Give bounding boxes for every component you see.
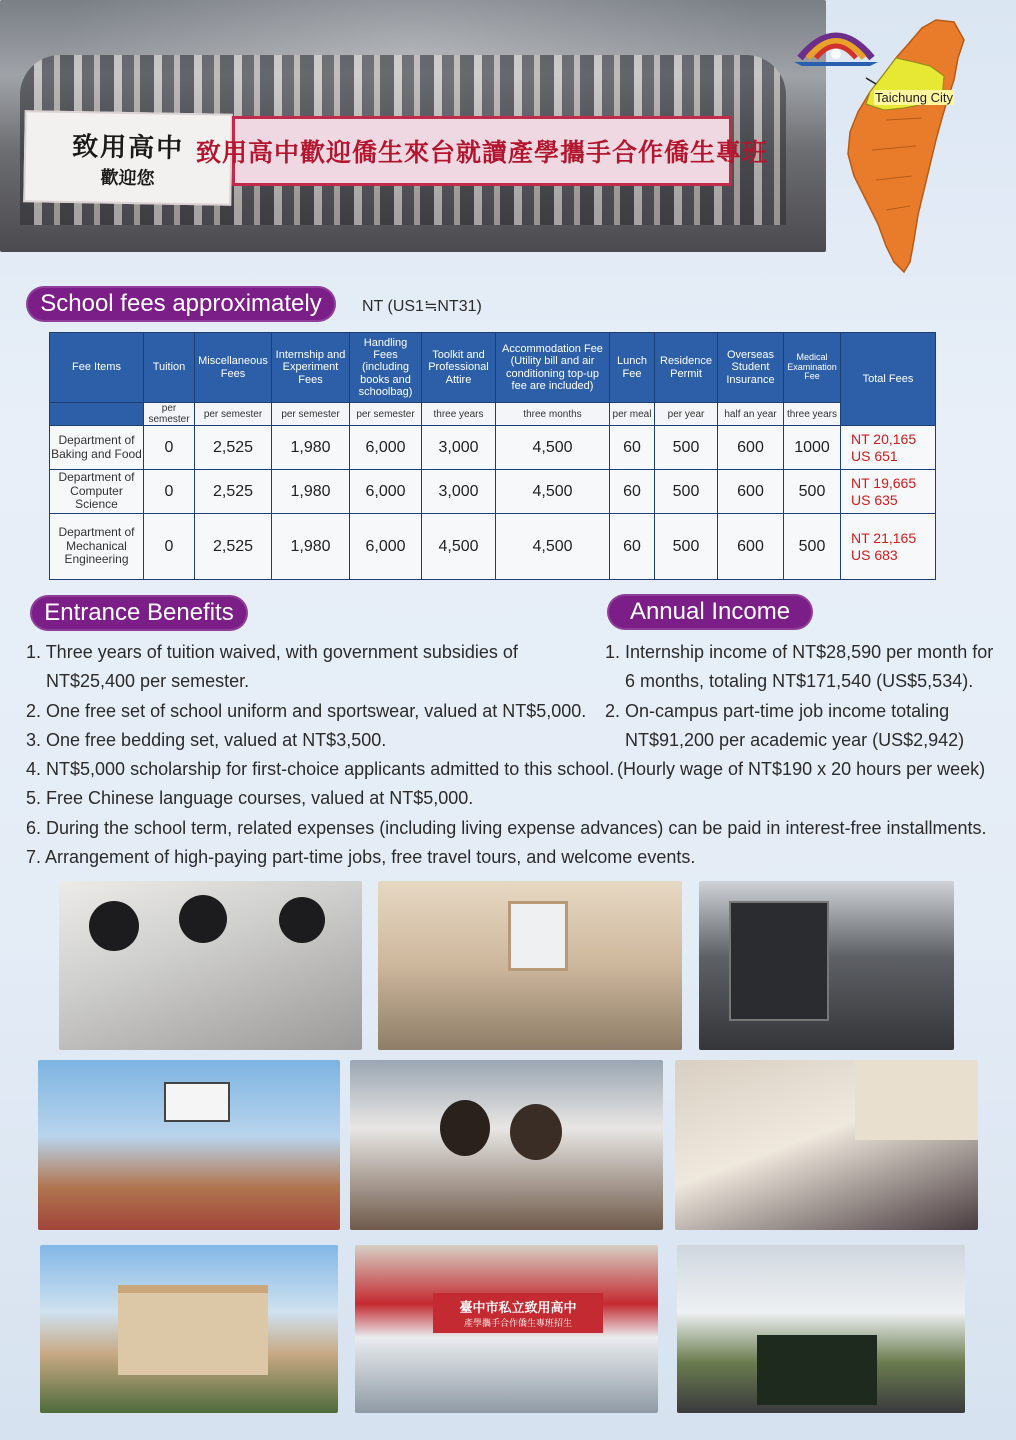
list-item: NT$91,200 per academic year (US$2,942) [625,729,965,750]
unit-cell: half an year [718,403,784,426]
dept-name: Department of Computer Science [50,470,144,514]
header-fee-items: Fee Items [50,333,144,403]
fee-cell: 1000 [784,426,841,470]
photo-basketball [38,1060,340,1230]
total-us: US 635 [851,491,898,508]
dept-name: Department of Mechanical Engineering [50,514,144,580]
list-item: 5. Free Chinese language courses, valued at NT$5,000. [26,788,474,809]
list-item: 1. Internship income of NT$28,590 per month for [605,642,994,662]
fee-cell: 3,000 [422,426,496,470]
fee-cell: 4,500 [422,514,496,580]
fee-cell: 500 [784,470,841,514]
fee-cell: 0 [144,514,195,580]
banner-left-line1: 致用高中 [71,131,185,164]
header-insurance: Overseas Student Insurance [718,333,784,403]
fee-cell: 1,980 [272,470,350,514]
hero-group-photo [0,0,826,252]
fee-cell: 0 [144,470,195,514]
recruitment-banner-line2: 產學攜手合作僑生專班招生 [463,1319,572,1329]
unit-cell [50,403,144,426]
table-row [50,514,936,580]
photo-recruitment-banner [355,1245,658,1413]
banner-left-line2: 歡迎您 [100,167,155,189]
table-row [50,426,936,470]
map-city-label: Taichung City [875,90,954,105]
unit-cell: three years [422,403,496,426]
fee-cell: 0 [144,426,195,470]
photo-students-cafe [350,1060,663,1230]
unit-cell: per meal [610,403,655,426]
fee-cell: 3,000 [422,470,496,514]
list-item: 2. On-campus part-time job income totaling [605,700,950,721]
photo-baking-class [59,881,362,1050]
list-item: 7. Arrangement of high-paying part-time jobs, free travel tours, and welcome events. [26,847,696,868]
list-item: 1. Three years of tuition waived, with government subsidies of [26,642,518,662]
photo-school-building [40,1245,338,1413]
taiwan-map [826,0,1016,280]
recruitment-banner [433,1293,603,1333]
total-nt: NT 21,165 [851,530,917,547]
total-cell [841,426,936,470]
fee-cell: 500 [784,514,841,580]
unit-cell: per semester [272,403,350,426]
list-item: 6. During the school term, related expenses (including living expense advances) can be paid in interest-free installments. [26,817,987,838]
photo-library [675,1060,978,1230]
header-misc: Miscellaneous Fees [195,333,272,403]
fee-cell: 60 [610,470,655,514]
list-item: 2. One free set of school uniform and sportswear, valued at NT$5,000. [26,700,587,721]
fee-cell: 2,525 [195,426,272,470]
fee-cell: 4,500 [496,426,610,470]
annual-income-title: Annual Income [607,594,813,630]
list-item: NT$25,400 per semester. [46,671,250,692]
unit-cell: three months [496,403,610,426]
fees-section-title: School fees approximately [26,286,336,322]
total-nt: NT 20,165 [851,431,917,448]
total-cell [841,514,936,580]
header-total: Total Fees [841,333,936,426]
fee-cell: 600 [718,426,784,470]
list-item: (Hourly wage of NT$190 x 20 hours per week) [617,759,986,780]
banner-main-text: 致用高中歡迎僑生來台就讀產學攜手合作僑生專班 [196,138,769,167]
table-row [50,470,936,514]
fee-cell: 600 [718,514,784,580]
header-medical: Medical Examination Fee [784,333,841,403]
header-toolkit: Toolkit and Professional Attire [422,333,496,403]
list-item: 3. One free bedding set, valued at NT$3,500. [26,729,387,750]
fee-cell: 60 [610,514,655,580]
header-lunch: Lunch Fee [610,333,655,403]
unit-cell: per year [655,403,718,426]
photo-machine-lab [699,881,954,1050]
header-handling: Handling Fees (including books and schoolbag) [350,333,422,403]
fee-cell: 500 [655,514,718,580]
fee-cell: 500 [655,426,718,470]
header-accommodation: Accommodation Fee (Utility bill and air conditioning top-up fee are included) [496,333,610,403]
exchange-rate-note: NT (US1≒NT31) [362,298,482,315]
recruitment-banner-line1: 臺中市私立致用高中 [459,1301,577,1316]
dept-name: Department of Baking and Food [50,426,144,470]
fee-cell: 6,000 [350,514,422,580]
photo-robot-demo [378,881,682,1050]
fee-cell: 6,000 [350,426,422,470]
annual-income-list [605,638,993,784]
header-residence: Residence Permit [655,333,718,403]
fee-table [49,332,936,580]
list-item: 4. NT$5,000 scholarship for first-choice applicants admitted to this school. [26,759,615,780]
total-us: US 651 [851,447,898,464]
total-us: US 683 [851,546,898,563]
fee-cell: 1,980 [272,514,350,580]
unit-cell: per semester [350,403,422,426]
entrance-benefits-title: Entrance Benefits [30,595,248,631]
fee-cell: 60 [610,426,655,470]
fee-cell: 4,500 [496,470,610,514]
photo-hospitality-class [677,1245,965,1413]
total-nt: NT 19,665 [851,475,917,492]
fee-cell: 4,500 [496,514,610,580]
header-internship: Internship and Experiment Fees [272,333,350,403]
fee-cell: 1,980 [272,426,350,470]
unit-cell: three years [784,403,841,426]
taiwan-island-shape [848,20,964,272]
fee-cell: 500 [655,470,718,514]
welcome-banner-main [196,116,769,186]
fee-cell: 600 [718,470,784,514]
unit-cell: per semester [144,403,195,426]
total-cell [841,470,936,514]
fee-cell: 6,000 [350,470,422,514]
header-tuition: Tuition [144,333,195,403]
fee-cell: 2,525 [195,514,272,580]
fee-cell: 2,525 [195,470,272,514]
list-item: 6 months, totaling NT$171,540 (US$5,534). [625,671,974,692]
unit-cell: per semester [195,403,272,426]
